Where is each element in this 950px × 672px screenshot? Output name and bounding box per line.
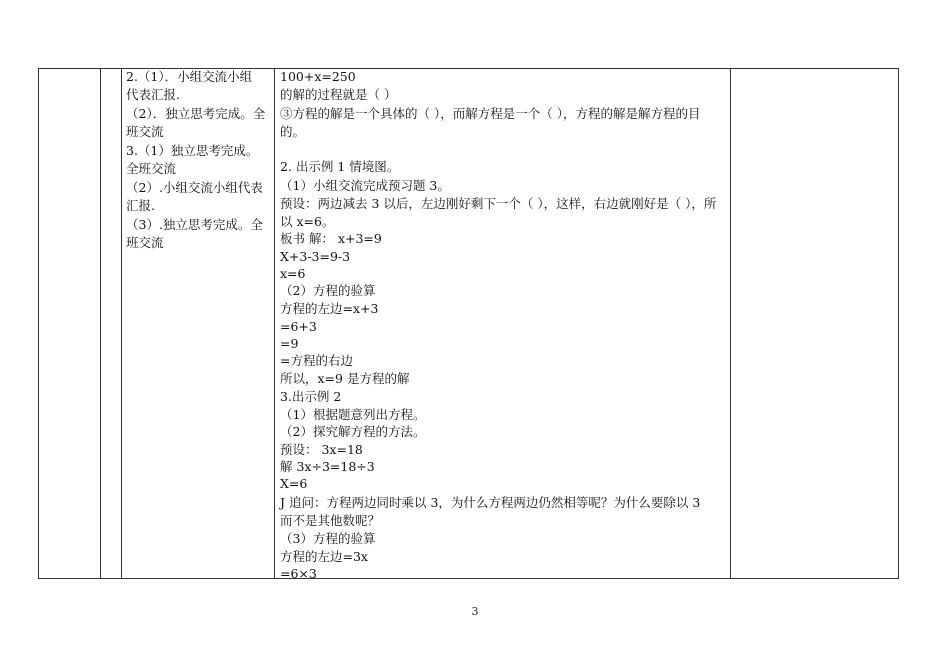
lesson-table	[38, 68, 899, 579]
process-line: =6+3	[280, 319, 317, 334]
activity-line: （3）.独立思考完成。全	[126, 217, 263, 232]
process-line: J 追问：方程两边同时乘以 3，为什么方程两边仍然相等呢？为什么要除以 3	[280, 495, 701, 510]
process-line: 预设：两边减去 3 以后，左边刚好剩下一个（ ），这样，右边就刚好是（ ），所	[280, 196, 717, 211]
table-cell-empty	[101, 69, 121, 578]
process-line: 所以，x=9 是方程的解	[280, 371, 410, 386]
process-line: 预设： 3x=18	[280, 442, 363, 457]
process-line: （2）方程的验算	[280, 283, 376, 298]
activity-line: 汇报.	[126, 198, 155, 213]
table-cell-empty	[731, 69, 900, 578]
page-number: 3	[471, 605, 479, 618]
process-line: 3.出示例 2	[280, 389, 342, 404]
process-line: 的解的过程就是（ ）	[280, 87, 397, 102]
process-line: ③方程的解是一个具体的（ ），而解方程是一个（ ），方程的解是解方程的目	[280, 106, 701, 121]
process-line: 方程的左边=x+3	[280, 301, 379, 316]
process-line: X=6	[280, 476, 308, 491]
process-line: =9	[280, 336, 299, 351]
activity-line: （2）．独立思考完成。全	[126, 106, 266, 121]
process-line: （3）方程的验算	[280, 531, 376, 546]
table-cell-empty	[39, 69, 100, 578]
process-line: =方程的右边	[280, 353, 353, 368]
activity-line: 2.（1）．小组交流小组	[126, 69, 253, 84]
activity-line: 全班交流	[126, 161, 177, 176]
activity-line: 3.（1）独立思考完成。	[126, 143, 259, 158]
activity-line: 班交流	[126, 235, 164, 250]
process-line: （2）探究解方程的方法。	[280, 424, 426, 439]
process-line: x=6	[280, 266, 306, 281]
activity-line: （2）.小组交流小组代表	[126, 180, 263, 195]
process-line: 板书 解： x+3=9	[280, 231, 382, 246]
process-line: 而不是其他数呢？	[280, 513, 381, 528]
process-line: 100+x=250	[280, 69, 356, 84]
process-line: （1）根据题意列出方程。	[280, 407, 426, 422]
activity-line: 班交流	[126, 124, 164, 139]
process-line: （1）小组交流完成预习题 3。	[280, 178, 450, 193]
process-line: X+3-3=9-3	[280, 249, 351, 264]
student-activity-cell	[122, 69, 274, 578]
activity-line: 代表汇报.	[126, 87, 180, 102]
process-line: 2. 出示例 1 情境图。	[280, 159, 400, 174]
process-line: =6×3	[280, 566, 317, 578]
process-line: 方程的左边=3x	[280, 549, 368, 564]
process-line: 的。	[280, 124, 306, 139]
process-line: 解 3x÷3=18÷3	[280, 459, 375, 474]
process-line: 以 x=6。	[280, 214, 335, 229]
teaching-process-cell	[275, 69, 730, 578]
